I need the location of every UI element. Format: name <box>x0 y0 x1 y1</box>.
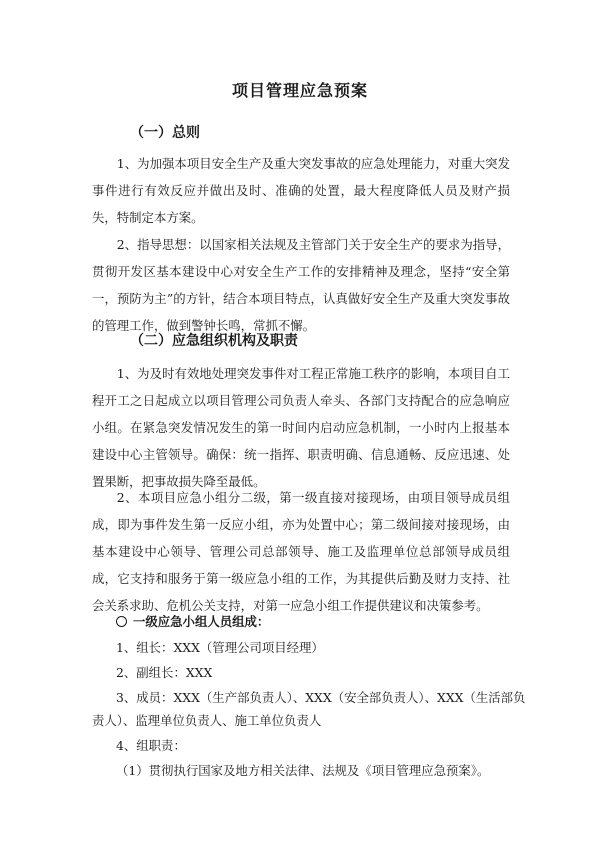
paragraph-team-levels: 2、本项目应急小组分二级，第一级直接对接现场，由项目领导成员组成，即为事件发生第一反应小组，亦为处置中心；第二级间接对接现场，由基本建设中心领导、管理公司总部领导、施工及监理单位总部领导成员组成，它支持和服务于第一级应急小组的工作，为其提供后勤及财力支持、社会关系求助、危机公关支持，对第一应急小组工作提供建议和决策参考。 <box>92 490 510 613</box>
section-heading-general: （一）总则 <box>130 125 200 141</box>
paragraph-purpose: 1、为加强本项目安全生产及重大突发事故的应急处理能力，对重大突发事件进行有效反应并做出及时、准确的处置，最大程度降低人员及财产损失，特制定本方案。 <box>92 156 510 225</box>
section-heading-organization: （二）应急组织机构及职责 <box>130 333 298 349</box>
list-item-deputy: 2、副组长：XXX <box>116 665 213 680</box>
paragraph-guiding-ideology: 2、指导思想：以国家相关法规及主管部门关于安全生产的要求为指导，贯彻开发区基本建设中心对安全生产工作的安排精神及理念，坚持“安全第一，预防为主”的方针，结合本项目特点，认真做好安全生产及重大突发事故的管理工作，做到警钟长鸣，常抓不懈。 <box>92 237 510 333</box>
subheading-first-level-team <box>116 608 269 635</box>
list-item-duties: 4、组职责： <box>116 738 186 753</box>
subheading-text: 一级应急小组人员组成： <box>133 614 270 629</box>
circle-bullet-icon <box>116 616 127 627</box>
list-item-leader: 1、组长：XXX（管理公司项目经理） <box>116 640 324 655</box>
document-title: 项目管理应急预案 <box>231 81 368 100</box>
list-item-duty-1: （1）贯彻执行国家及地方相关法律、法规及《项目管理应急预案》。 <box>116 763 490 778</box>
list-item-members-continued: 责人）、监理单位负责人、施工单位负责人 <box>92 713 322 728</box>
paragraph-response-team: 1、为及时有效地处理突发事件对工程正常施工秩序的影响，本项目自工程开工之日起成立以项目管理公司负责人牵头、各部门支持配合的应急响应小组。在紧急突发情况发生的第一时间内启动应急机制，一小时内上报基本建设中心主管领导。确保：统一指挥、职责明确、信息通畅、反应迅速、处置果断，把事故损失降至最低。 <box>92 366 510 489</box>
list-item-members: 3、成员：XXX（生产部负责人）、XXX（安全部负责人）、XXX（生活部负 <box>116 690 526 705</box>
